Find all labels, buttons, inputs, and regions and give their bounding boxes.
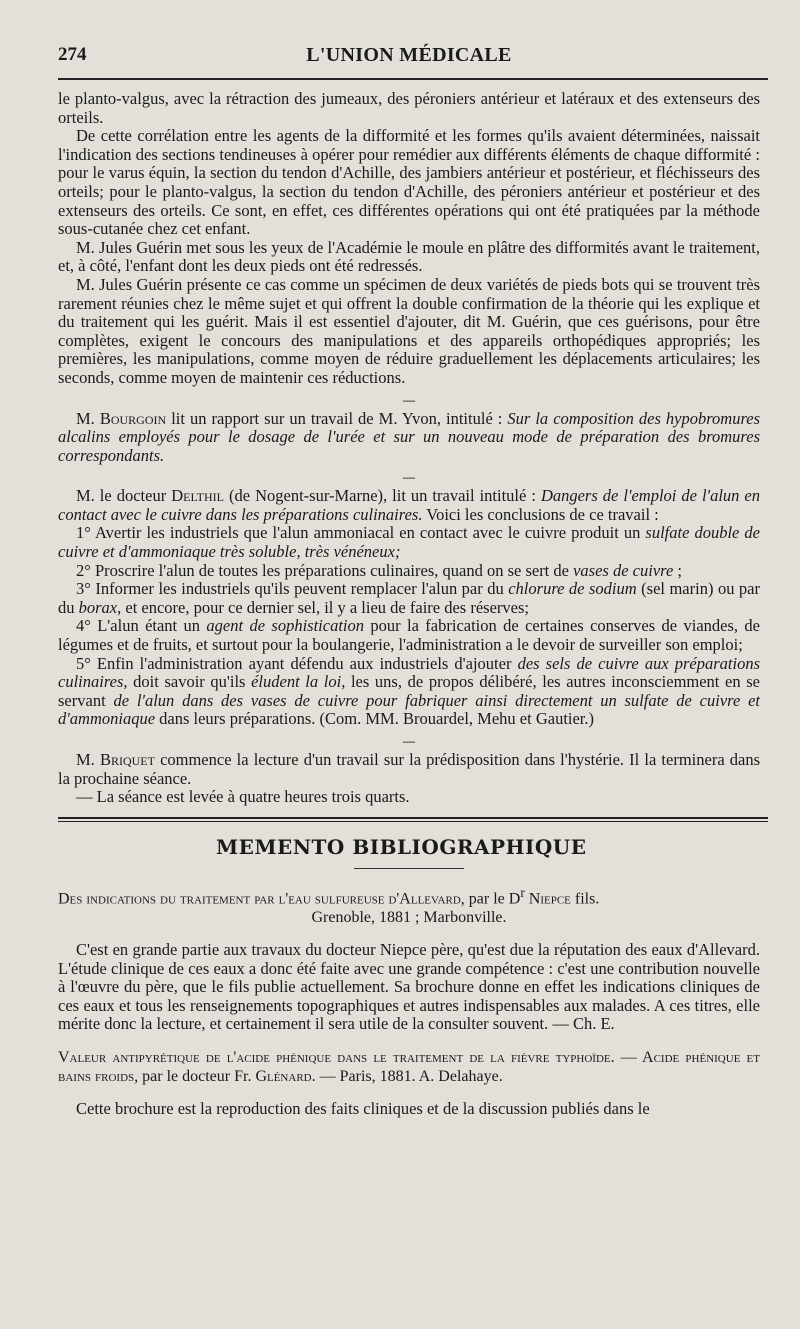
report-bourgoin: M. Bourgoin lit un rapport sur un travail de M. Yvon, intitulé : Sur la composition des hypobromures alcalins employés pour le dosage de l'urée et sur un nouveau mode de préparation des bromures correspondants.: [58, 408, 761, 465]
work-title: Dangers de l'emploi de l'alun en contact avec le cuivre dans les préparations culinaires.: [58, 486, 760, 524]
author-name: Bourgoin: [99, 408, 167, 428]
book-entry-review: C'est en grande partie aux travaux du docteur Niepce père, qu'est due la réputation des eaux d'Allevard. L'étude clinique de ces eaux a donc été faite avec une grande compétence : c'est une contribution nouvelle à l'œuvre du père, que le fils publie actuellement. Sa brochure donne en effet les indications cliniques de ces eaux et tous les renseignements topographiques et autres indispensables aux malades. A ces titres, elle mérite donc la lecture, et certainement il sera utile de la consulter souvent. — Ch. E.: [58, 940, 760, 1034]
work-title: Sur la composition des hypobromures alcalins employés pour le dosage de l'urée et sur un nouveau mode de préparation des bromures correspondants.: [58, 408, 761, 465]
paragraph: De cette corrélation entre les agents de la difformité et les formes qu'ils avaient déterminées, naissait l'indication des sections tendineuses à opérer pour remédier aux différents éléments de chaque difformité : pour le varus équin, la section du tendon d'Achille, des jambiers antérieur et postérieur, et fléchisseurs des orteils; pour le planto-valgus, la section du tendon d'Achille, des péroniers antérieur et postérieur et des extenseurs des orteils. Ce sont, en effet, ces différentes opérations qui ont été pratiquées par la méthode sous-cutanée chez cet enfant.: [58, 126, 760, 239]
spacer: [58, 1086, 760, 1100]
conclusion-2: 2° Proscrire l'alun de toutes les préparations culinaires, quand on se sert de vases de cuivre ;: [76, 560, 683, 580]
running-title: L'UNION MÉDICALE: [306, 44, 512, 66]
report-briquet: M. Briquet commence la lecture d'un travail sur la prédisposition dans l'hystérie. Il la terminera dans la prochaine séance.: [58, 750, 761, 788]
closing-line: — La séance est levée à quatre heures trois quarts.: [76, 787, 410, 807]
conclusion-3: 3° Informer les industriels qu'ils peuvent remplacer l'alun par du chlorure de sodium (sel marin) ou par du borax, et encore, pour ce dernier sel, il y a lieu de faire des réserves;: [58, 579, 760, 617]
separator: —: [403, 470, 415, 485]
section-title: MEMENTO BIBLIOGRAPHIQUE: [216, 834, 587, 859]
book-entry-title: Valeur antipyrétique de l'acide phénique dans le traitement de la fièvre typhoïde. — Acide phénique et bains froids, par le docteur Fr. Glénard. — Paris, 1881. A. Delahaye.: [58, 1049, 760, 1086]
page-header: [58, 44, 760, 78]
page-number: 274: [58, 44, 87, 65]
conclusion-5: 5° Enfin l'administration ayant défendu aux industriels d'ajouter des sels de cuivre aux préparations culinaires, doit savoir qu'ils éludent la loi, les uns, de propos délibéré, les autres inconsciemment en se servant de l'alun dans des vases de cuivre pour fabriquer ainsi directement un sulfate de cuivre et d'ammoniaque dans leurs préparations. (Com. MM. Brouardel, Mehu et Gautier.): [58, 653, 761, 729]
separator: —: [403, 734, 415, 748]
book-entry-imprint: Grenoble, 1881 ; Marbonville.: [311, 909, 507, 927]
spacer: [58, 1034, 760, 1048]
paragraph: M. Jules Guérin met sous les yeux de l'Académie le moule en plâtre des difformités avant le traitement, et, à côté, l'enfant dont les deux pieds ont été redressés.: [58, 237, 760, 276]
paragraph: M. Jules Guérin présente ce cas comme un spécimen de deux variétés de pieds bots qui se trouvent très rarement réunies chez le même sujet et qui offrent la double confirmation de la théorie qui les explique et du traitement qui les guérit. Mais il est essentiel d'ajouter, dit M. Guérin, que ces guérisons, pour être complètes, exigent le concours des manipulations et des appareils orthopédiques appropriés; les premières, les manipulations, comme moyen de réduire graduellement les déplacements articulaires; les seconds, comme moyen de maintenir ces réductions.: [58, 274, 760, 387]
author-name: Briquet: [99, 750, 155, 769]
separator: —: [403, 392, 415, 407]
author-name: Delthil: [171, 486, 224, 506]
header-rule: [58, 78, 768, 80]
report-delthil: M. le docteur Delthil (de Nogent-sur-Marne), lit un travail intitulé : Dangers de l'emploi de l'alun en contact avec le cuivre dans les préparations culinaires. Voici les conclusions de ce travail :: [58, 486, 760, 524]
section-divider: [58, 817, 768, 822]
book-entry-review: Cette brochure est la reproduction des faits cliniques et de la discussion publiés dans le: [76, 1099, 650, 1119]
book-entry-title: Des indications du traitement par l'eau sulfureuse d'Allevard, par le $D^r$ Niepce fils.: [58, 884, 600, 908]
section-rule: [354, 868, 464, 869]
conclusion-1: 1° Avertir les industriels que l'alun ammoniacal en contact avec le cuivre produit un sulfate double de cuivre et d'ammoniaque très soluble, très vénéneux;: [58, 523, 760, 562]
paragraph: le planto-valgus, avec la rétraction des jumeaux, des péroniers antérieur et latéraux et des extenseurs des orteils.: [58, 89, 760, 127]
conclusion-4: 4° L'alun étant un agent de sophistication pour la fabrication de certaines conserves de viandes, de légumes et de fruits, et surtout pour la boulangerie, l'administration a le devoir de surveiller son emploi;: [58, 616, 760, 655]
